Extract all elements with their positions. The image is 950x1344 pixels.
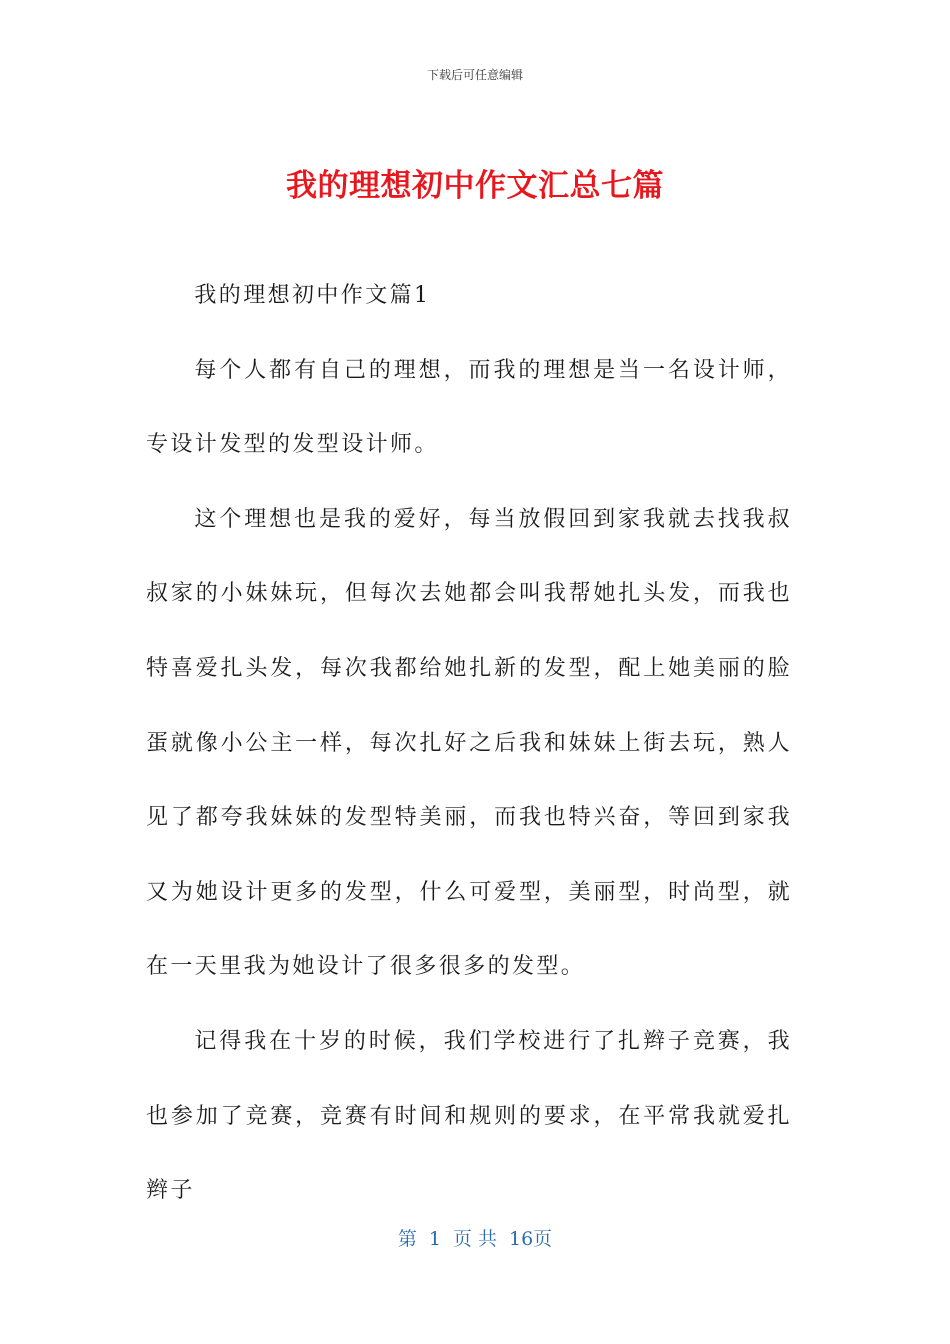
page-header-note: 下载后可任意编辑: [426, 68, 523, 82]
paragraph: 记得我在十岁的时候，我们学校进行了扎辫子竞赛，我也参加了竞赛，竞赛有时间和规则的要求，在平常我就爱扎辫子: [146, 1028, 792, 1204]
footer-total-pages: 16页: [508, 1228, 553, 1250]
paragraph: 这个理想也是我的爱好，每当放假回到家我就去找我叔叔家的小妹妹玩，但每次去她都会叫我帮她扎头发，而我也特喜爱扎头发，每次我都给她扎新的发型，配上她美丽的脸蛋就像小公主一样，每次扎好之后我和妹妹上街去玩，熟人见了都夸我妹妹的发型特美丽，而我也特兴奋，等回到家我又为她设计更多的发型，什么可爱型，美丽型，时尚型，就在一天里我为她设计了很多很多的发型。: [146, 506, 792, 980]
paragraph: 每个人都有自己的理想，而我的理想是当一名设计师，专设计发型的发型设计师。: [146, 357, 792, 458]
footer-current-page: 1: [428, 1228, 441, 1250]
document-body: [146, 259, 792, 1229]
footer-of-label: 页 共: [452, 1228, 497, 1250]
page-number-footer: [0, 1225, 950, 1253]
document-title: 我的理想初中作文汇总七篇: [286, 167, 664, 204]
footer-page-label: 第: [397, 1228, 417, 1250]
section-heading: 我的理想初中作文篇1: [194, 283, 431, 308]
